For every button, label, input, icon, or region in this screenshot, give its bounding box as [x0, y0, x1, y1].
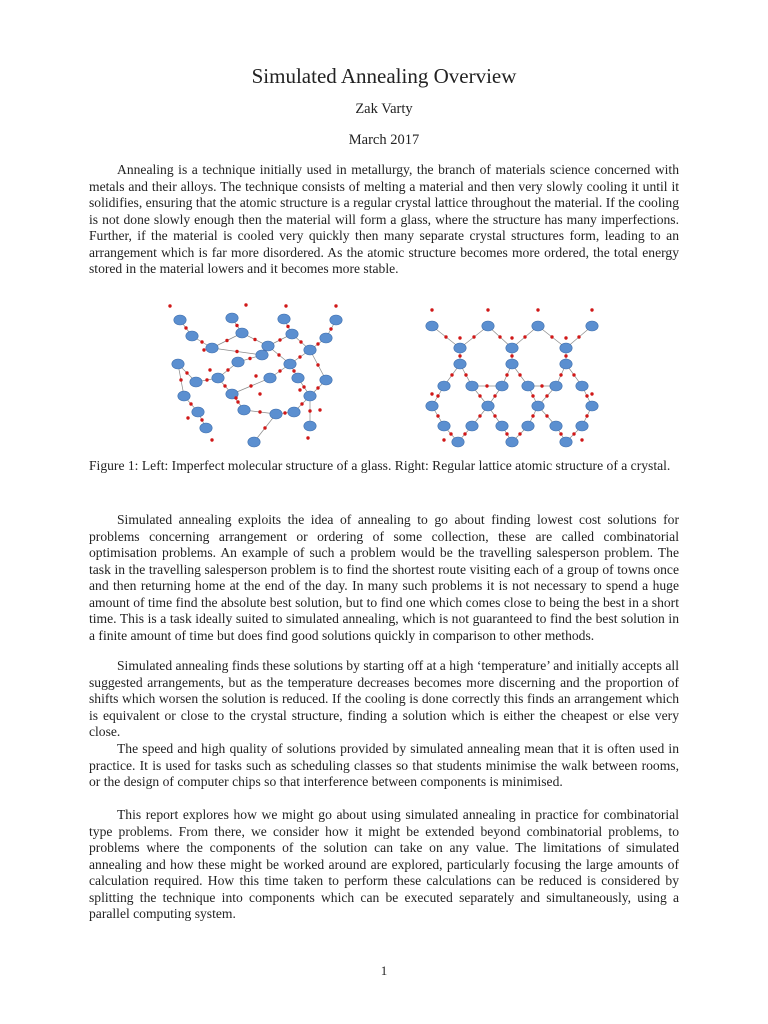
crystal-atom — [585, 414, 588, 417]
crystal-atom — [531, 394, 534, 397]
author: Zak Varty — [355, 101, 413, 117]
crystal-atom — [450, 373, 453, 376]
glass-atom — [210, 438, 213, 441]
crystal-atom — [458, 336, 461, 339]
glass-atom — [249, 384, 252, 387]
crystal-atom — [545, 414, 548, 417]
crystal-molecule — [522, 421, 534, 431]
glass-atom — [225, 339, 228, 342]
crystal-molecule — [496, 421, 508, 431]
glass-molecule — [320, 375, 332, 385]
glass-atom — [306, 436, 309, 439]
glass-atom — [184, 326, 187, 329]
crystal-atom — [449, 432, 452, 435]
glass-atom — [168, 304, 171, 307]
date: March 2017 — [348, 132, 420, 148]
glass-atom — [235, 350, 238, 353]
crystal-atom — [463, 432, 466, 435]
crystal-molecule — [466, 381, 478, 391]
glass-atom — [234, 396, 237, 399]
glass-atom — [329, 327, 332, 330]
glass-atom — [253, 338, 256, 341]
page-title: Simulated Annealing Overview — [251, 64, 517, 88]
crystal-atom — [564, 354, 567, 357]
crystal-molecule — [438, 421, 450, 431]
crystal-molecule — [454, 343, 466, 353]
glass-molecule — [248, 437, 260, 447]
glass-atom — [185, 371, 188, 374]
glass-molecule — [320, 333, 332, 343]
glass-molecule — [270, 409, 282, 419]
glass-atom — [200, 340, 203, 343]
crystal-atom — [523, 335, 526, 338]
crystal-atom — [590, 308, 593, 311]
glass-molecule — [304, 345, 316, 355]
glass-atom — [248, 357, 251, 360]
glass-molecule — [256, 350, 268, 360]
crystal-atom — [536, 308, 539, 311]
glass-atom — [299, 340, 302, 343]
glass-molecule — [288, 407, 300, 417]
glass-atom — [298, 388, 301, 391]
crystal-atom — [442, 438, 445, 441]
glass-molecule — [190, 377, 202, 387]
glass-atom — [278, 369, 281, 372]
glass-atom — [316, 386, 319, 389]
crystal-atom — [505, 373, 508, 376]
glass-molecule — [286, 329, 298, 339]
crystal-atom — [590, 392, 593, 395]
crystal-atom — [493, 414, 496, 417]
paragraph-applications: The speed and high quality of solutions provided by simulated annealing mean that it is often used in practice. It is used for tasks such as scheduling classes so that students minimise the walk between rooms, or the design of computer chips so that interference between components is minimised. — [89, 741, 679, 790]
crystal-molecule — [522, 381, 534, 391]
glass-atom — [334, 304, 337, 307]
crystal-molecule — [506, 437, 518, 447]
crystal-atom — [585, 394, 588, 397]
crystal-atom — [572, 373, 575, 376]
crystal-atom — [486, 308, 489, 311]
glass-atom — [263, 426, 266, 429]
crystal-molecule — [532, 321, 544, 331]
crystal-atom — [564, 336, 567, 339]
crystal-molecule — [426, 401, 438, 411]
glass-atom — [284, 304, 287, 307]
crystal-atom — [550, 335, 553, 338]
figure-caption: Figure 1: Left: Imperfect molecular structure of a glass. Right: Regular lattice atomic structure of a crystal. — [89, 458, 671, 473]
glass-atom — [202, 348, 205, 351]
glass-structure-diagram — [168, 303, 342, 447]
crystal-atom — [464, 373, 467, 376]
glass-molecule — [232, 357, 244, 367]
crystal-atom — [531, 414, 534, 417]
glass-atom — [318, 408, 321, 411]
crystal-molecule — [452, 437, 464, 447]
glass-molecule — [192, 407, 204, 417]
crystal-molecule — [560, 359, 572, 369]
glass-molecule — [172, 359, 184, 369]
glass-molecule — [264, 373, 276, 383]
glass-molecule — [238, 405, 250, 415]
page-number: 1 — [380, 963, 388, 978]
crystal-atom — [436, 394, 439, 397]
paragraph-report-outline: This report explores how we might go about using simulated annealing in practice for combinatorial type problems. From there, we consider how it might be extended beyond combinatorial problems, to problems where the components of the solution can take on any value. The limitations of simulated annealing and how these might be worked around are explored, particularly focusing the large amounts of calculation required. How this time taken to perform these calculations can be reduced is considered by splitting the technique into components which can be executed separately and simultaneously, using a parallel computing system. — [89, 807, 679, 922]
glass-atom — [186, 416, 189, 419]
glass-atom — [226, 368, 229, 371]
crystal-atom — [580, 438, 583, 441]
crystal-molecule — [550, 381, 562, 391]
glass-atom — [244, 303, 247, 306]
glass-atom — [308, 409, 311, 412]
crystal-molecule — [496, 381, 508, 391]
glass-molecule — [212, 373, 224, 383]
glass-atom — [254, 374, 257, 377]
paragraph-simulated-annealing: Simulated annealing exploits the idea of annealing to go about finding lowest cost solutions for problems concerning arrangement or ordering of some collection, these are called combinatorial optimisation problems. An example of such a problem would be the travelling salesperson problem. The task in the travelling salesperson problem is to find the shortest route visiting each of a group of towns once and then returning home at the end of the day. In many such problems it is not necessary to spend a huge amount of time find the absolute best solution, but to find one which comes close to being the best in a short time. This is a task ideally suited to simulated annealing, which is not guaranteed to find the best solution in a finite amount of time but does find good solutions quickly in comparison to other methods. — [89, 512, 679, 643]
glass-atom — [316, 342, 319, 345]
glass-molecule — [226, 313, 238, 323]
paragraph-intro: Annealing is a technique initially used in metallurgy, the branch of materials science concerned with metals and their alloys. The technique consists of melting a material and then very slowly cooling it until it solidifies, ensuring that the atomic structure is a regular crystal lattice throughout the material. If the cooling is not done slowly enough then the material will form a glass, where the structure has many imperfections. Further, if the material is cooled very quickly then many separate crystal structures form, leading to an arrangement which is far more disordered. As the atomic structure becomes more ordered, the total energy stored in the material lowers and it becomes more stable. — [89, 162, 679, 277]
figure-molecular-structures — [150, 298, 620, 450]
glass-atom — [189, 402, 192, 405]
crystal-molecule — [550, 421, 562, 431]
glass-molecule — [304, 391, 316, 401]
crystal-molecule — [586, 401, 598, 411]
crystal-atom — [505, 432, 508, 435]
glass-molecule — [236, 328, 248, 338]
glass-atom — [286, 325, 289, 328]
crystal-molecule — [506, 359, 518, 369]
crystal-molecule — [482, 321, 494, 331]
crystal-molecule — [466, 421, 478, 431]
glass-atom — [300, 402, 303, 405]
glass-atom — [200, 418, 203, 421]
crystal-molecule — [438, 381, 450, 391]
crystal-atom — [577, 335, 580, 338]
crystal-atom — [545, 394, 548, 397]
crystal-atom — [430, 308, 433, 311]
glass-atom — [278, 338, 281, 341]
glass-atom — [235, 324, 238, 327]
crystal-molecule — [482, 401, 494, 411]
paragraph-temperature: Simulated annealing finds these solutions by starting off at a high ‘temperature’ and initially accepts all suggested arrangements, but as the temperature decreases becomes more discerning and the proportion of shifts which worsen the solution is reduced. If the cooling is done correctly this finds an arrangement which is equivalent or close to the crystal structure, finding a solution which is either the cheapest or else very close. — [89, 658, 679, 740]
glass-molecule — [284, 359, 296, 369]
glass-molecule — [174, 315, 186, 325]
crystal-molecule — [560, 437, 572, 447]
glass-molecule — [330, 315, 342, 325]
crystal-molecule — [454, 359, 466, 369]
crystal-atom — [518, 432, 521, 435]
glass-molecule — [292, 373, 304, 383]
glass-molecule — [178, 391, 190, 401]
glass-atom — [223, 384, 226, 387]
crystal-atom — [572, 432, 575, 435]
crystal-molecule — [576, 381, 588, 391]
glass-atom — [298, 355, 301, 358]
crystal-atom — [510, 354, 513, 357]
glass-atom — [179, 378, 182, 381]
crystal-atom — [493, 394, 496, 397]
glass-molecule — [200, 423, 212, 433]
glass-atom — [302, 385, 305, 388]
crystal-atom — [540, 384, 543, 387]
crystal-atom — [444, 335, 447, 338]
crystal-atom — [478, 394, 481, 397]
glass-atom — [258, 410, 261, 413]
glass-atom — [205, 378, 208, 381]
crystal-molecule — [576, 421, 588, 431]
glass-molecule — [186, 331, 198, 341]
glass-atom — [277, 353, 280, 356]
crystal-atom — [436, 414, 439, 417]
glass-atom — [236, 400, 239, 403]
glass-molecule — [206, 343, 218, 353]
glass-molecule — [278, 314, 290, 324]
crystal-atom — [518, 373, 521, 376]
glass-atom — [258, 392, 261, 395]
glass-atom — [283, 411, 286, 414]
crystal-atom — [458, 354, 461, 357]
glass-molecule — [262, 341, 274, 351]
crystal-atom — [510, 336, 513, 339]
crystal-molecule — [586, 321, 598, 331]
crystal-atom — [485, 384, 488, 387]
crystal-molecule — [532, 401, 544, 411]
crystal-atom — [559, 373, 562, 376]
crystal-lattice-diagram — [426, 308, 598, 447]
crystal-molecule — [426, 321, 438, 331]
crystal-atom — [430, 392, 433, 395]
crystal-atom — [472, 335, 475, 338]
crystal-atom — [498, 335, 501, 338]
crystal-molecule — [506, 343, 518, 353]
crystal-molecule — [560, 343, 572, 353]
glass-molecule — [304, 421, 316, 431]
crystal-atom — [478, 414, 481, 417]
crystal-atom — [559, 432, 562, 435]
glass-atom — [208, 368, 211, 371]
glass-atom — [292, 369, 295, 372]
glass-atom — [316, 363, 319, 366]
